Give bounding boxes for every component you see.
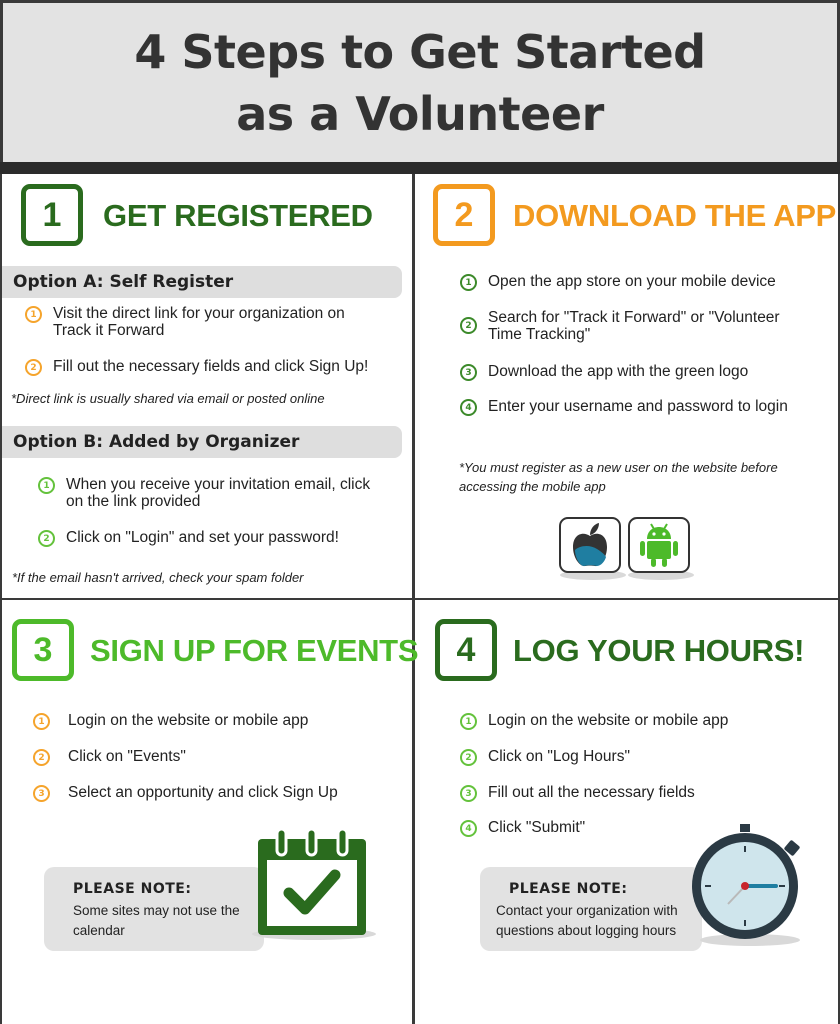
step-number-icon: 4 [460,820,477,837]
please-note-heading: PLEASE NOTE: [509,881,628,897]
option-b-footnote: *If the email hasn't arrived, check your spam folder [12,570,304,585]
step-number-icon: 3 [460,785,477,802]
header-divider [0,162,840,174]
step-number-icon: 3 [460,364,477,381]
page-title-line-2: as a Volunteer [236,86,604,141]
step-2-number-badge: 2 [433,184,495,246]
step-number-icon: 2 [25,359,42,376]
list-item [25,358,395,376]
option-a-heading: Option A: Self Register [2,266,402,298]
list-item [460,398,820,416]
list-item [33,712,393,730]
list-item-text: Login on the website or mobile app [68,712,309,729]
step-number-icon: 2 [460,317,477,334]
please-note-text: Contact your organization with questions about logging hours [496,903,678,938]
list-item [38,476,378,510]
list-item-text: When you receive your invitation email, click on the link provided [66,476,371,510]
list-item [25,305,385,339]
list-item-text: Search for "Track it Forward" or "Volunteer Time Tracking" [488,309,780,343]
list-item-text: Select an opportunity and click Sign Up [68,784,338,801]
list-item-text: Open the app store on your mobile device [488,273,776,290]
please-note-heading: PLEASE NOTE: [73,881,192,897]
list-item [33,784,393,802]
step-number-icon: 2 [33,749,50,766]
please-note-text: Some sites may not use the calendar [73,903,240,938]
step-3-please-note [44,867,264,951]
option-a-footnote: *Direct link is usually shared via email or posted online [11,391,325,406]
list-item-text: Enter your username and password to login [488,398,788,415]
step-number-icon: 1 [25,306,42,323]
list-item [460,273,820,291]
list-item [460,748,820,766]
list-item-text: Click on "Login" and set your password! [66,529,339,546]
step-2-footnote: *You must register as a new user on the website before accessing the mobile app [459,460,778,494]
step-number-icon: 2 [460,749,477,766]
list-item [460,712,820,730]
step-4-title: LOG YOUR HOURS! [513,633,805,668]
step-number-icon: 1 [460,274,477,291]
calendar-check-icon [255,827,369,939]
list-item [460,363,820,381]
list-item-text: Click "Submit" [488,819,586,836]
step-3-number-badge: 3 [12,619,74,681]
list-item-text: Visit the direct link for your organization on Track it Forward [53,305,345,339]
horizontal-divider [0,598,840,600]
step-4-number-badge: 4 [435,619,497,681]
list-item-text: Fill out the necessary fields and click Sign Up! [53,358,369,375]
step-number-icon: 1 [460,713,477,730]
step-3-title: SIGN UP FOR EVENTS [90,633,419,668]
list-item-text: Fill out all the necessary fields [488,784,695,801]
step-number-icon: 4 [460,399,477,416]
android-icon [628,517,690,573]
option-b-heading: Option B: Added by Organizer [2,426,402,458]
list-item-text: Login on the website or mobile app [488,712,729,729]
list-item-text: Click on "Log Hours" [488,748,630,765]
page-title-line-1: 4 Steps to Get Started [134,24,706,79]
step-number-icon: 2 [38,530,55,547]
stopwatch-icon [690,822,802,942]
list-item-text: Download the app with the green logo [488,363,749,380]
step-number-icon: 1 [38,477,55,494]
list-item [33,748,393,766]
apple-icon [559,517,621,573]
step-4-please-note [480,867,702,951]
step-number-icon: 1 [33,713,50,730]
step-1-title: GET REGISTERED [103,198,373,233]
step-2-title: DOWNLOAD THE APP [513,198,836,233]
page-header [0,0,840,162]
list-item [460,784,820,802]
step-number-icon: 3 [33,785,50,802]
list-item-text: Click on "Events" [68,748,186,765]
list-item [38,529,378,547]
list-item [460,309,790,343]
step-1-number-badge: 1 [21,184,83,246]
